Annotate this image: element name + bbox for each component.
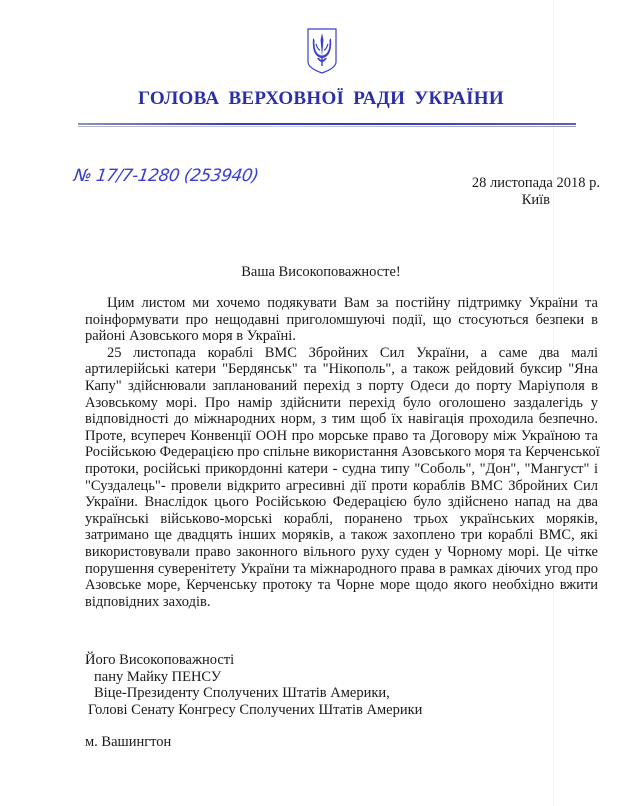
body-line: порушення суверенітету України та міжнародного права в рамках діючих угод про — [85, 560, 598, 577]
body-line: районі Азовського моря в Україні. — [85, 328, 296, 345]
body-line: протоки, російські прикордонні катери - судна типу "Соболь", "Дон", "Мангуст" і — [85, 460, 598, 477]
addressee-block — [85, 652, 422, 718]
body-line: Цим листом ми хочемо подякувати Вам за постійну підтримку України та — [107, 295, 598, 311]
salutation: Ваша Високоповажносте! — [241, 264, 401, 280]
addressee-honorific: Його Високоповажності — [85, 652, 235, 668]
body-line: Азовське море, Керченську протоку та Чорне море щодо якого необхідно вжити — [85, 577, 598, 594]
body-line: України. Внаслідок цього Російською Федерацією було здійснено напад на два — [85, 494, 598, 511]
registration-number-handwritten: № 17/7-1280 (253940) — [72, 166, 260, 186]
body-line: Азовському морі. Про намір здійснити перехід було оголошено заздалегідь у — [85, 394, 598, 411]
addressee-city: м. Вашингтон — [85, 734, 172, 750]
body-line: "Суздалець"- провели відкрито агресивні дії проти кораблів ВМС Збройних Сил — [85, 477, 598, 494]
addressee-title-senate: Голові Сенату Конгресу Сполучених Штатів Америки — [88, 701, 423, 718]
letterhead-title: ГОЛОВА ВЕРХОВНОЇ РАДИ УКРАЇНИ — [138, 88, 504, 109]
trident-coat-of-arms-icon — [307, 28, 337, 74]
letterhead-rule-shadow — [78, 126, 576, 127]
letter-date: 28 листопада 2018 р. — [471, 175, 600, 191]
body-line: поінформувати про нещодавні приголомшуючі події, що стосуються безпеки в — [85, 311, 598, 328]
body-line: Капу" здійснювали запланований перехід з порту Одеси до порту Маріуполя в — [85, 377, 598, 394]
letter-city: Київ — [521, 192, 550, 208]
body-line: Російською Федерацією про спільне використання Азовського моря та Керченської — [85, 444, 600, 461]
body-line: Проте, всупереч Конвенції ООН про морське право та Договору між Україною та — [85, 427, 598, 444]
addressee-name: пану Майку ПЕНСУ — [94, 668, 222, 685]
letterhead-rule — [78, 123, 576, 125]
body-line: відповідності до міжнародних норм, з тим щоб їх навігація проходила безпечно. — [85, 411, 598, 428]
addressee-title-vp: Віце-Президенту Сполучених Штатів Америки, — [94, 685, 390, 701]
body-line: відповідних заходів. — [85, 593, 211, 610]
body-line: українські військово-морські кораблі, поранено трьох українських моряків, — [85, 510, 598, 527]
body-line: використовували право законного вільного руху суден у Чорному морі. Це чітке — [85, 543, 598, 560]
body-line: артилерійські катери "Бердянськ" та "Нікополь", а також рейдовий буксир "Яна — [85, 361, 598, 378]
body-line: 25 листопада кораблі ВМС Збройних Сил України, а саме два малі — [107, 344, 598, 361]
letter-body — [85, 295, 598, 610]
body-line: затримано ще двадцять інших моряків, а також захоплено три кораблі ВМС, які — [85, 527, 598, 544]
